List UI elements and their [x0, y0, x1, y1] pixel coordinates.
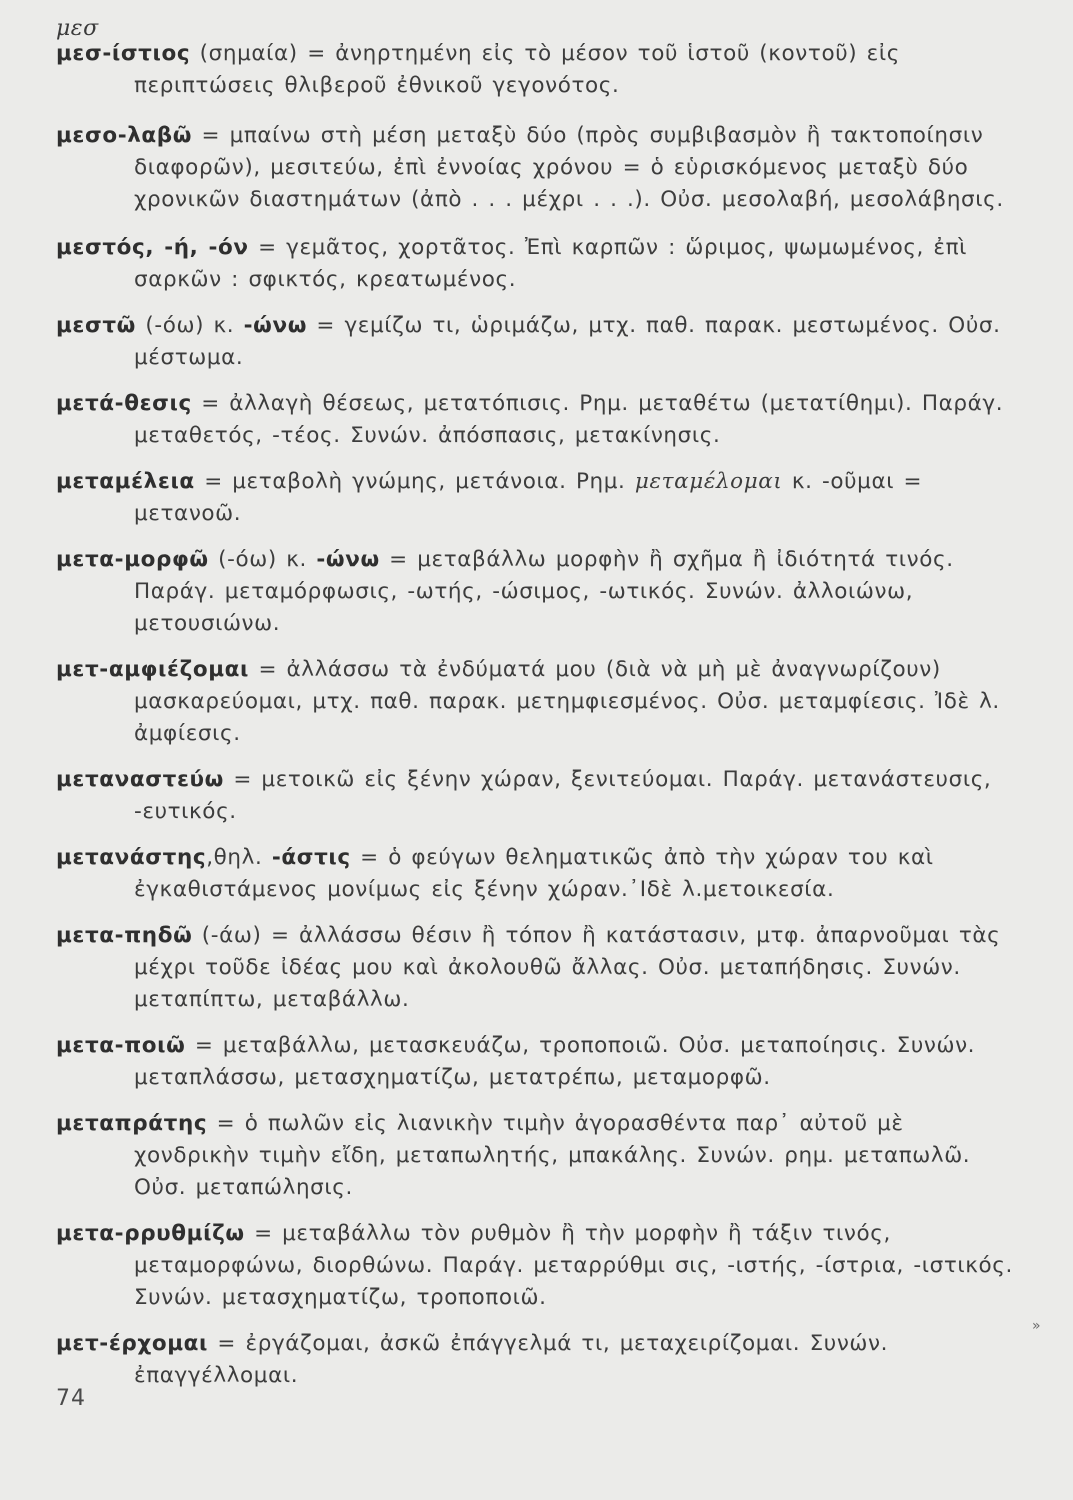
entry-definition-after: κ. -οῦμαι = μετανοῶ.: [134, 469, 923, 526]
dictionary-entry: [56, 1108, 1016, 1204]
entry-definition: = μεταβάλλω τὸν ρυθμὸν ἢ τὴν μορφὴν ἢ τάξιν τινός, μεταμορφώνω, διορθώνω. Παράγ. μεταρρύθμι σις, -ιστής, -ίστρια, -ιστικός. Συνών. μετασχηματίζω, τροποποιῶ.: [134, 1221, 1013, 1310]
entry-lemma: μετά-θεσις: [56, 391, 192, 416]
entry-lemma: μεσ-ίστιος: [56, 41, 191, 66]
entry-italic-verb: μεταμέλομαι: [634, 469, 783, 494]
entry-lemma: μεσο-λαβῶ: [56, 123, 193, 148]
dictionary-entry: [56, 38, 1016, 102]
entry-lemma: μετανάστης: [56, 845, 207, 870]
page-number: 74: [56, 1386, 86, 1411]
dictionary-entry: [56, 920, 1016, 1016]
entry-definition: = ὁ πωλῶν εἰς λιανικὴν τιμὴν ἀγορασθέντα παρ᾿ αὐτοῦ μὲ χονδρικὴν τιμὴν εἴδη, μεταπωλητής, μπακάλης. Συνών. ρημ. μεταπωλῶ. Οὐσ. μεταπώλησις.: [134, 1111, 971, 1200]
entry-lemma: μετ-έρχομαι: [56, 1331, 208, 1356]
dictionary-entry: [56, 232, 1016, 296]
entry-definition: = μετοικῶ εἰς ξένην χώραν, ξενιτεύομαι. Παράγ. μετανάστευσις, -ευτικός.: [134, 767, 992, 824]
entry-text-before: ,θηλ.: [206, 845, 272, 870]
entry-definition: = μπαίνω στὴ μέση μεταξὺ δύο (πρὸς συμβιβασμὸν ἢ τακτοποίησιν διαφορῶν), μεσιτεύω, ἐπὶ ἐννοίας χρόνου = ὁ εὑρισκόμενος μεταξὺ δύο χρονικῶν διαστημάτων (ἀπὸ . . . μέχρι . . .). Οὐσ. μεσολαβή, μεσολάβησις.: [134, 123, 1004, 212]
dictionary-entry: [56, 1218, 1016, 1314]
dictionary-entry: [56, 764, 1016, 828]
entry-definition: = γεμίζω τι, ὡριμάζω, μτχ. παθ. παρακ. μεστωμένος. Οὐσ. μέστωμα.: [134, 313, 1001, 370]
dictionary-entry: [56, 654, 1016, 750]
entry-definition: (-άω) = ἀλλάσσω θέσιν ἢ τόπον ἢ κατάστασιν, μτφ. ἀπαρνοῦμαι τὰς μέχρι τοῦδε ἰδέας μου καὶ ἀκολουθῶ ἄλλας. Οὐσ. μεταπήδησις. Συνών. μεταπίπτω, μεταβάλλω.: [134, 923, 1001, 1012]
entry-lemma-variant: -άστις: [271, 845, 351, 870]
dictionary-entry: [56, 1328, 1016, 1392]
entry-lemma: μετα-ρρυθμίζω: [56, 1221, 245, 1246]
dictionary-entry: [56, 842, 1016, 906]
entry-definition: = ἀλλαγὴ θέσεως, μετατόπισις. Ρημ. μεταθέτω (μετατίθημι). Παράγ. μεταθετός, -τέος. Συνών. ἀπόσπασις, μετακίνησις.: [134, 391, 1004, 448]
entry-lemma: μεστός, -ή, -όν: [56, 235, 249, 260]
dictionary-entry: [56, 466, 1016, 530]
running-head: μεσ: [56, 16, 99, 41]
entry-definition: = ἐργάζομαι, ἀσκῶ ἐπάγγελμά τι, μεταχειρίζομαι. Συνών. ἐπαγγέλλομαι.: [134, 1331, 889, 1388]
dictionary-entry: [56, 1030, 1016, 1094]
entry-lemma: μετα-ποιῶ: [56, 1033, 186, 1058]
entry-lemma: μεταναστεύω: [56, 767, 224, 792]
entry-definition: = ἀλλάσσω τὰ ἐνδύματά μου (διὰ νὰ μὴ μὲ ἀναγνωρίζουν) μασκαρεύομαι, μτχ. παθ. παρακ. μετημφιεσμένος. Οὐσ. μεταμφίεσις. Ἰδὲ λ. ἀμφίεσις.: [134, 657, 1000, 746]
entry-definition: = ὁ φεύγων θεληματικῶς ἀπὸ τὴν χώραν του καὶ ἐγκαθιστάμενος μονίμως εἰς ξένην χώραν.᾿Ιδὲ λ.μετοικεσία.: [134, 845, 934, 902]
entry-lemma: μετ-αμφιέζομαι: [56, 657, 250, 682]
entry-definition: = μεταβάλλω μορφὴν ἢ σχῆμα ἢ ἰδιότητά τινός. Παράγ. μεταμόρφωσις, -ωτής, -ώσιμος, -ωτικός. Συνών. ἀλλοιώνω, μετουσιώνω.: [134, 547, 954, 636]
entry-lemma: μεστῶ: [56, 313, 136, 338]
entry-definition: (σημαία) = ἀνηρτημένη εἰς τὸ μέσον τοῦ ἱστοῦ (κοντοῦ) εἰς περιπτώσεις θλιβεροῦ ἐθνικοῦ γεγονότος.: [134, 41, 900, 98]
entry-lemma: μετα-πηδῶ: [56, 923, 193, 948]
dictionary-entry: [56, 544, 1016, 640]
dictionary-entry: [56, 120, 1016, 216]
dictionary-entry: [56, 310, 1016, 374]
entry-lemma-variant: -ώνω: [243, 313, 307, 338]
entry-definition: = μεταβάλλω, μετασκευάζω, τροποποιῶ. Οὐσ. μεταποίησις. Συνών. μεταπλάσσω, μετασχηματίζω, μετατρέπω, μεταμορφῶ.: [134, 1033, 976, 1090]
margin-mark: »: [1032, 1318, 1041, 1334]
dictionary-entry: [56, 388, 1016, 452]
entry-lemma: μεταμέλεια: [56, 469, 195, 494]
entries-list: [56, 38, 1016, 1392]
entry-definition: = γεμᾶτος, χορτᾶτος. Ἐπὶ καρπῶν : ὥριμος, ψωμωμένος, ἐπὶ σαρκῶν : σφικτός, κρεατωμένος.: [134, 235, 968, 292]
entry-lemma-variant: -ώνω: [316, 547, 380, 572]
entry-lemma: μετα-μορφῶ: [56, 547, 209, 572]
entry-definition: = μεταβολὴ γνώμης, μετάνοια. Ρημ.: [194, 469, 635, 494]
entry-text-before: (-όω) κ.: [208, 547, 317, 572]
entry-text-before: (-όω) κ.: [135, 313, 244, 338]
entry-lemma: μεταπράτης: [56, 1111, 208, 1136]
